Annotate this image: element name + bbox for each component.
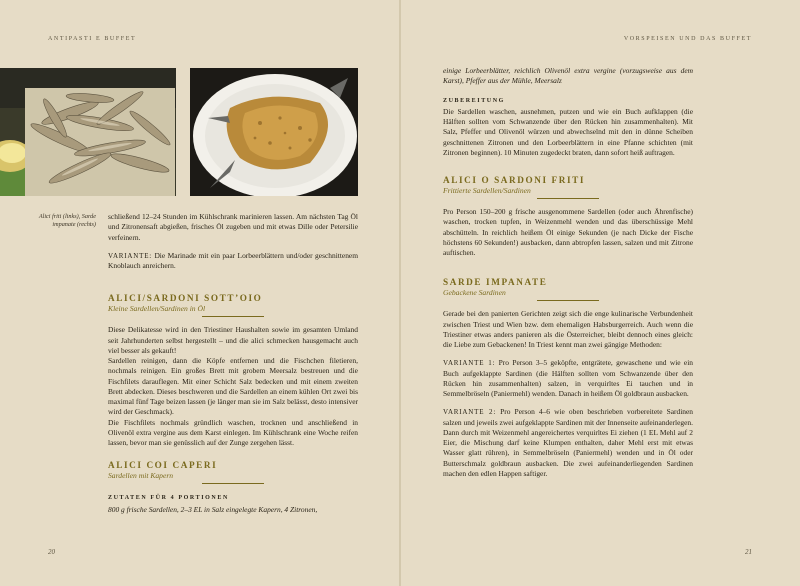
variant-paragraph	[108, 251, 358, 272]
recipe1-text2: Sardellen reinigen, dann die Köpfe entfernen und die Fischchen filetieren, nochmals reinigen. Ein großes Brett mit grobem Meersalz bestreuen und die Fischfilets darauflegen. Mit einer Schicht Salz bedecken und mit einem zweiten Brett abdecken. Dieses beschweren und die Sardellen an einem kühlen Ort zwei bis maximal fünf Tage beizen lassen (je länger man sie im Salz belässt, desto intensiver wird der Geschmack).	[108, 356, 358, 417]
recipe-title-alici-friti: ALICI O SARDONI FRITI	[443, 175, 586, 185]
ingredients-continued: einige Lorbeerblätter, reichlich Olivenöl extra vergine (vorzugsweise aus dem Karst), Pfeffer aus der Mühle, Meersalz	[443, 66, 693, 86]
recipe-title-sarde-impanate: SARDE IMPANATE	[443, 277, 548, 288]
ingredients-text: 800 g frische Sardellen, 2–3 EL in Salz eingelegte Kapern, 4 Zitronen,	[108, 504, 318, 514]
page-number-right: 21	[745, 548, 752, 556]
ingredients-label: ZUTATEN FÜR 4 PORTIONEN	[108, 495, 229, 502]
page-number-left: 20	[48, 548, 55, 556]
preparation-text: Die Sardellen waschen, ausnehmen, putzen und wie ein Buch aufklappen (die Hälften sollten vom Schwanzende über den Rücken hin zusammenhalten). Mit Salz, Pfeffer und Olivenöl würzen und abwechselnd mit den in dünne Scheiben geschnittenen Zitronen und den Lorbeerblättern in eine Pfanne schichten (mit Zitronen beginnen). 10 Minuten zugedeckt braten, dann sofort heiß auftragen.	[443, 106, 693, 157]
variant1-text: Pro Person 3–5 geköpfte, entgrätete, gewaschene und wie ein Buch aufgeklappte Sardinen (die Hälften sollten vom Schwanzende über den Rücken hin zusammenhalten) salzen, in verquirltes Ei tauchen und in Semmelbröseln (Paniermehl) wenden. Danach in heißem Öl goldbraun ausbacken.	[443, 358, 693, 398]
variant2-label: VARIANTE 2:	[443, 408, 497, 417]
variant2-paragraph	[443, 407, 693, 479]
running-head-right: VORSPEISEN UND DAS BUFFET	[623, 36, 752, 42]
left-page-column	[108, 212, 358, 515]
right-page-column	[443, 66, 693, 479]
recipe-title-alici-sottoio: ALICI/SARDONI SOTT’OIO	[108, 293, 263, 304]
recipe-subtitle-sarde-impanate: Gebackene Sardinen	[443, 288, 506, 298]
variant-label: VARIANTE:	[108, 251, 153, 260]
running-head-left: ANTIPASTI E BUFFET	[48, 36, 137, 42]
photo-breaded-sardines	[190, 68, 358, 196]
recipe-subtitle-alici-friti: Frittierte Sardellen/Sardinen	[443, 186, 531, 195]
photo-caption: Alici friti (links), Sarde impanate (rechts)	[38, 213, 96, 229]
recipe1-text3: Die Fischfilets nochmals gründlich waschen, trocknen und anschließend in Olivenöl extra vergine aus dem Karst einlegen. Im Kühlschrank eine Woche reifen lassen, bevor man sie genüsslich auf der Zunge zergehen lässt.	[108, 417, 358, 447]
recipe-title-alici-caperi: ALICI COI CAPERI	[108, 460, 218, 471]
photo-fried-anchovies	[0, 68, 176, 196]
recipe3-text: Pro Person 150–200 g frische ausgenommene Sardellen (oder auch Ährenfische) waschen, trocken tupfen, in Weizenmehl wenden und das überschüssige Mehl abschütteln. In reichlich heißem Öl einige Sekunden (je nach Dicke der Fische höchstens 60 Sekunden!) ausbacken, dann abtropfen lassen, salzen und mit Zitrone auftischen.	[443, 207, 693, 257]
recipe4-intro: Gerade bei den panierten Gerichten zeigt sich die enge kulinarische Verbundenheit zwischen Triest und Wien bzw. dem ehemaligen Habsburgerreich. Auch wenn die Triestiner etwas anders panieren als die Österreicher, bleibt dennoch eines gleich: die Liebe zum Gebackenen! In Triest kennt man zwei gängige Methoden:	[443, 309, 693, 349]
variant-text: Die Marinade mit ein paar Lorbeerblättern und/oder geschnittenem Knoblauch anreichern.	[108, 250, 359, 270]
variant2-text: Pro Person 4–6 wie oben beschrieben vorbereitete Sardinen salzen und jeweils zwei aufgeklappte Sardinen mit der Innenseite aufeinanderlegen. Dann durch mit Weizenmehl angereichertes verquirltes Ei ziehen (1 EL Mehl auf 2 Eier, die Mischung darf keine Klumpen enthalten, daher Mehl erst mit etwas Wasser glatt rühren), in Semmelbröseln (Paniermehl) wenden und in Öl oder Butterschmalz goldbraun ausbacken. Die zwei aufeinanderliegenden Sardinen machen den edlen Happen saftiger.	[443, 407, 694, 478]
recipe-subtitle-alici-sottoio: Kleine Sardellen/Sardinen in Öl	[108, 304, 206, 314]
variant1-paragraph	[443, 358, 693, 399]
book-gutter	[399, 0, 401, 586]
intro-text: schließend 12–24 Stunden im Kühlschrank marinieren lassen. Am nächsten Tag Öl und Zitronensaft abgießen, frisches Öl zugeben und mit etwas Dille oder Petersilie verfeinern.	[108, 212, 358, 242]
preparation-label: ZUBEREITUNG	[443, 97, 505, 104]
variant1-label: VARIANTE 1:	[443, 359, 496, 368]
recipe-subtitle-alici-caperi: Sardellen mit Kapern	[108, 471, 174, 481]
recipe1-text1: Diese Delikatesse wird in den Triestiner Haushalten sowie im gesamten Umland seit Jahrhunderten selbst hergestellt – und die alici schmecken hausgemacht auch viel besser als gekauft!	[108, 325, 358, 355]
